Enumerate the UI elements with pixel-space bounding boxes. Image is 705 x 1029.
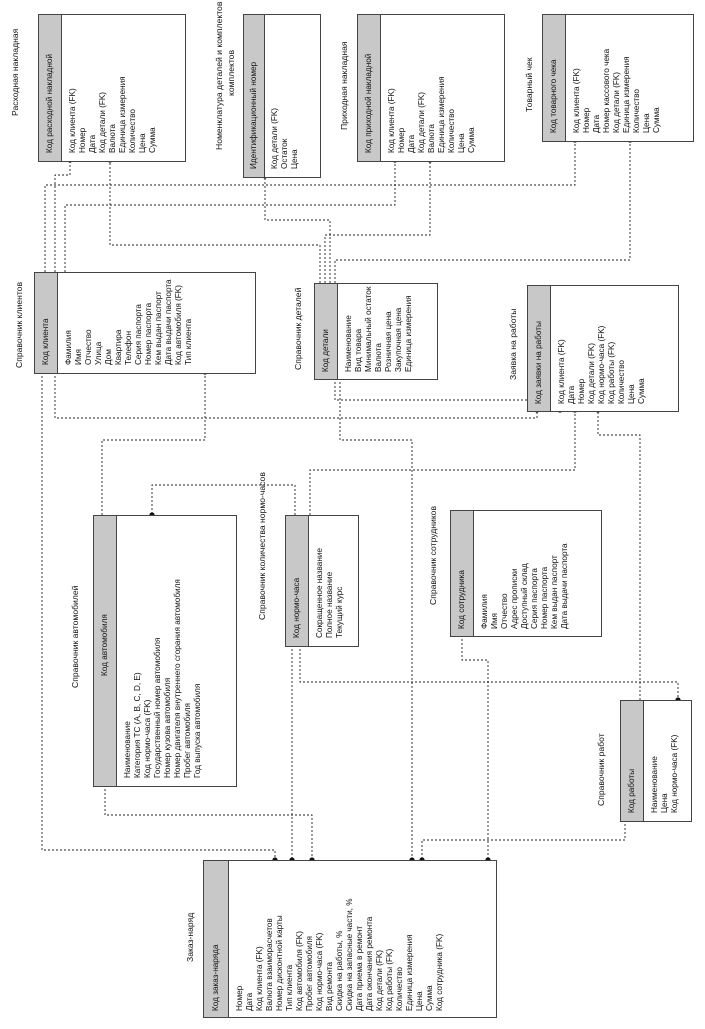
field-rashod-0: Код клиента (FK) xyxy=(68,88,77,153)
field-chek-5: Единица измерения xyxy=(622,56,631,133)
field-prihod-1: Номер xyxy=(397,127,406,153)
field-sotr-0: Фамилия xyxy=(480,594,489,629)
field-klient-10: Дата выдачи паспорта xyxy=(164,279,173,365)
field-avto-3: Государственный номер автомобиля xyxy=(153,637,162,778)
field-chek-8: Сумма xyxy=(652,107,661,133)
entity-label-nomenkl: Номенклатура деталей и комплектов xyxy=(214,1,224,150)
field-rashod-1: Номер xyxy=(78,127,87,153)
pk-klient: Код клиента xyxy=(41,318,50,365)
field-normo-1: Полное название xyxy=(325,571,334,638)
fields-klient xyxy=(64,279,194,365)
entity-label-klient: Справочник клиентов xyxy=(14,281,24,368)
field-zayavka-7: Цена xyxy=(627,384,636,404)
field-nomenkl-0: Код детали (FK) xyxy=(270,107,279,169)
entity-prihod xyxy=(357,14,505,162)
field-sotr-1: Имя xyxy=(490,613,499,629)
field-zakaz-11: Скидка на запасные части, % xyxy=(345,898,354,1011)
field-zakaz-10: Скидка на работы, % xyxy=(335,930,344,1011)
pk-zakaz: Код заказ-наряда xyxy=(211,944,220,1011)
link-raboty-zakaz xyxy=(422,820,625,860)
field-klient-3: Улица xyxy=(94,341,103,365)
fields-avto xyxy=(123,579,203,778)
entity-normo xyxy=(285,515,359,647)
field-sotr-2: Отчество xyxy=(500,593,509,629)
entity-label-normo: Справочник количества нормо-часов xyxy=(257,472,267,620)
field-klient-12: Тип клиента xyxy=(184,318,193,365)
field-klient-5: Квартира xyxy=(114,329,123,365)
field-rashod-2: Дата xyxy=(88,134,97,153)
entity-nomenkl xyxy=(243,14,321,178)
field-prihod-3: Код детали (FK) xyxy=(417,91,426,153)
entity-label-sotr: Справочник сотрудников xyxy=(428,505,438,605)
field-zayavka-5: Код работы (FK) xyxy=(607,341,616,404)
field-normo-2: Текущий курс xyxy=(335,586,344,638)
field-zakaz-7: Пробег автомобиля xyxy=(305,936,314,1011)
entity-avto xyxy=(93,515,237,787)
field-avto-2: Код нормо-часа (FK) xyxy=(143,699,152,778)
field-klient-2: Отчество xyxy=(84,329,93,365)
field-rashod-4: Валюта xyxy=(108,124,117,153)
fields-zayavka xyxy=(557,326,647,404)
fields-nomenkl xyxy=(270,108,300,169)
field-zakaz-18: Цена xyxy=(415,991,424,1011)
field-sotr-6: Номер паспорта xyxy=(540,566,549,629)
field-prihod-2: Дата xyxy=(407,134,416,153)
entity-label-avto: Справочник автомобилей xyxy=(70,585,80,688)
link-klient-prihod xyxy=(65,160,395,272)
field-zayavka-4: Код нормо-часа (FK) xyxy=(597,325,606,404)
field-detal-5: Закупочная цена xyxy=(394,307,403,372)
field-klient-1: Имя xyxy=(74,349,83,365)
entity-detal xyxy=(314,283,438,380)
field-sotr-7: Кем выдан паспорт xyxy=(550,555,559,629)
fields-raboty xyxy=(650,735,680,813)
entity-label-chek: Товарный чек xyxy=(524,57,534,112)
field-chek-1: Номер xyxy=(582,107,591,133)
field-avto-4: Номер кузова автомобиля xyxy=(163,677,172,778)
entity-label-zayavka: Заявка на работы xyxy=(508,308,518,380)
link-klient-rashod xyxy=(55,160,70,272)
field-prihod-4: Валюта xyxy=(427,124,436,153)
field-prihod-5: Единица измерения xyxy=(437,76,446,153)
entity-label-rashod: Расходная накладная xyxy=(10,28,20,116)
field-avto-7: Год выпуска автомобиля xyxy=(193,683,202,778)
field-zakaz-15: Код работы (FK) xyxy=(385,948,394,1011)
entity-klient xyxy=(34,272,256,374)
field-zakaz-0: Номер xyxy=(235,985,244,1011)
pk-nomenkl: Идентификационный номер xyxy=(249,61,258,169)
field-rashod-6: Количество xyxy=(128,109,137,153)
field-prihod-6: Количество xyxy=(447,109,456,153)
entity-label-detal: Справочник деталей xyxy=(293,287,303,370)
link-normo-avto xyxy=(152,485,295,515)
field-zakaz-3: Валюта взаиморасчетов xyxy=(265,918,274,1011)
field-zayavka-8: Сумма xyxy=(637,378,646,404)
field-zakaz-9: Вид ремонта xyxy=(325,961,334,1011)
field-zayavka-6: Количество xyxy=(617,360,626,404)
field-klient-6: Телефон xyxy=(124,331,133,365)
link-avto-zakaz xyxy=(105,785,312,860)
entity-label-prihod: Приходная накладная xyxy=(339,41,349,130)
pk-prihod: Код приходной накладной xyxy=(364,53,373,153)
fields-rashod xyxy=(68,76,158,153)
field-chek-3: Номер кассового чека xyxy=(602,48,611,133)
field-rashod-3: Код детали (FK) xyxy=(98,91,107,153)
field-zakaz-2: Код клиента (FK) xyxy=(255,946,264,1011)
field-detal-3: Валюта xyxy=(374,343,383,372)
entity-chek xyxy=(542,14,694,142)
field-chek-4: Код детали (FK) xyxy=(612,71,621,133)
fields-detal xyxy=(344,287,414,372)
link-detal-prihod xyxy=(325,160,430,283)
link-normo-zayavka xyxy=(310,410,575,515)
field-rashod-8: Сумма xyxy=(148,127,157,153)
entity-label-nomenkl-2: комплектов xyxy=(226,49,236,96)
field-chek-7: Цена xyxy=(642,113,651,133)
field-zakaz-1: Дата xyxy=(245,992,254,1011)
field-sotr-8: Дата выдачи паспорта xyxy=(560,543,569,629)
field-zayavka-2: Номер xyxy=(577,378,586,404)
field-klient-0: Фамилия xyxy=(64,330,73,365)
link-raboty-zayavka xyxy=(598,410,640,700)
field-sotr-5: Серия паспорта xyxy=(530,568,539,629)
field-rashod-5: Единица измерения xyxy=(118,76,127,153)
field-zakaz-4: Номер дисконтной карты xyxy=(275,915,284,1011)
field-zakaz-12: Дата приема в ремонт xyxy=(355,925,364,1011)
field-raboty-0: Наименование xyxy=(650,756,659,813)
field-klient-9: Кем выдан паспорт xyxy=(154,291,163,365)
field-sotr-3: Адрес прописки xyxy=(510,568,519,629)
entity-raboty xyxy=(620,700,692,822)
entity-zakaz xyxy=(203,860,497,1018)
field-chek-0: Код клиента (FK) xyxy=(572,68,581,133)
link-klient-zayavka xyxy=(55,372,537,418)
field-prihod-0: Код клиента (FK) xyxy=(387,88,396,153)
field-avto-5: Номер двигателя внутреннего сгорания автомобиля xyxy=(173,579,182,778)
field-zakaz-19: Сумма xyxy=(425,985,434,1011)
pk-avto: Код автомобиля xyxy=(100,614,109,676)
fields-chek xyxy=(572,49,662,133)
field-prihod-8: Сумма xyxy=(467,127,476,153)
field-detal-2: Минимальный остаток xyxy=(364,286,373,372)
field-prihod-7: Цена xyxy=(457,133,466,153)
field-chek-6: Количество xyxy=(632,89,641,133)
field-rashod-7: Цена xyxy=(138,133,147,153)
pk-rashod: Код расходной накладной xyxy=(45,54,54,153)
field-zakaz-17: Единица измерения xyxy=(405,934,414,1011)
pk-raboty: Код работы xyxy=(627,769,636,813)
field-sotr-4: Доступный склад xyxy=(520,563,529,629)
field-detal-0: Наименование xyxy=(344,315,353,372)
pk-detal: Код детали xyxy=(321,329,330,372)
entity-zayavka xyxy=(527,285,679,412)
field-zakaz-5: Тип клиента xyxy=(285,964,294,1011)
link-normo-raboty xyxy=(300,645,678,700)
link-avto-klient xyxy=(102,372,205,515)
field-avto-0: Наименование xyxy=(123,721,132,778)
field-zakaz-8: Код нормо-часа (FK) xyxy=(315,932,324,1011)
field-zayavka-1: Дата xyxy=(567,385,576,404)
fields-zakaz xyxy=(235,899,445,1011)
field-detal-6: Единица измерения xyxy=(404,295,413,372)
field-zakaz-6: Код автомобиля (FK) xyxy=(295,931,304,1011)
field-raboty-1: Цена xyxy=(660,793,669,813)
field-detal-4: Розничная цена xyxy=(384,311,393,372)
field-nomenkl-1: Остаток xyxy=(280,138,289,169)
pk-sotr: Код сотрудника xyxy=(457,570,466,629)
fields-prihod xyxy=(387,76,477,153)
field-zayavka-3: Код детали (FK) xyxy=(587,342,596,404)
field-zakaz-14: Код детали (FK) xyxy=(375,949,384,1011)
field-normo-0: Сокращенное название xyxy=(315,548,324,638)
pk-chek: Код товарного чека xyxy=(549,59,558,133)
link-detal-rashod xyxy=(110,160,320,283)
field-klient-4: Дом xyxy=(104,349,113,365)
entity-rashod xyxy=(38,14,186,162)
fields-sotr xyxy=(480,543,570,629)
pk-normo: Код нормо-часа xyxy=(292,577,301,638)
field-avto-6: Пробег автомобиля xyxy=(183,703,192,778)
link-sotr-zakaz xyxy=(462,635,488,860)
field-avto-1: Категория ТС (A, B, C, D, E) xyxy=(133,672,142,778)
field-klient-11: Код автомобиля (FK) xyxy=(174,285,183,365)
field-zakaz-16: Количество xyxy=(395,967,404,1011)
field-detal-1: Вид товара xyxy=(354,328,363,372)
pk-zayavka: Код заявки на работы xyxy=(534,321,543,404)
field-zakaz-20: Код сотрудника (FK) xyxy=(435,933,444,1011)
field-klient-8: Номер паспорта xyxy=(144,302,153,365)
field-klient-7: Серия паспорта xyxy=(134,304,143,365)
entity-sotr xyxy=(450,510,602,637)
fields-normo xyxy=(315,548,345,638)
entity-label-raboty: Справочник работ xyxy=(596,733,606,806)
entity-label-zakaz: Заказ-наряд xyxy=(185,912,195,962)
field-raboty-2: Код нормо-часа (FK) xyxy=(670,734,679,813)
field-chek-2: Дата xyxy=(592,114,601,133)
field-zakaz-13: Дата окончания ремонта xyxy=(365,916,374,1011)
field-nomenkl-2: Цена xyxy=(290,149,299,169)
field-zayavka-0: Код клиента (FK) xyxy=(557,339,566,404)
